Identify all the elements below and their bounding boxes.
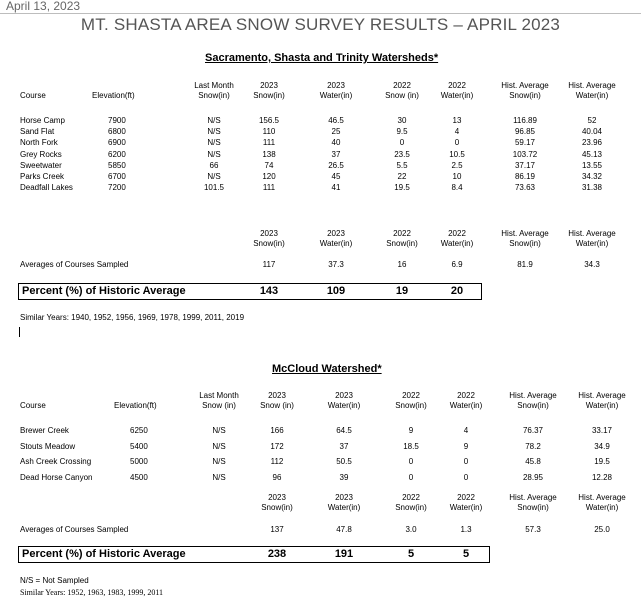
cell-snow-2022: 0	[408, 457, 414, 466]
cell-hist-avg-water: 23.96	[581, 138, 603, 148]
cell-water-2022: 0	[454, 138, 460, 148]
course-elevation: 6900	[108, 138, 126, 148]
cell-snow-2023: 120	[262, 172, 276, 181]
header-snow-2023-line1: 2023	[268, 391, 286, 400]
cell-snow-2023: 110	[262, 127, 276, 137]
cell-hist-avg-snow: 37.17	[514, 160, 536, 170]
course-elevation: 7200	[108, 183, 126, 193]
cell-snow-2023: 111	[262, 138, 276, 148]
cell-water-2022: 8.4	[451, 183, 463, 193]
cell-last-month-snow: N/S	[207, 149, 221, 159]
avg-hist-avg-water: 34.3	[584, 260, 600, 269]
section1-similar-years: Similar Years: 1940, 1952, 1956, 1969, 1978, 1999, 2011, 2019	[20, 313, 245, 322]
header-hist-avg-water-line2: Water(in)	[575, 91, 609, 100]
cell-water-2022: 13	[452, 116, 462, 125]
header-hist-avg-water-line1: Hist. Average	[578, 391, 626, 400]
avg-header-hist-avg-water-line2: Water(in)	[585, 503, 619, 512]
cell-hist-avg-water: 13.55	[581, 160, 603, 170]
cell-water-2022: 9	[463, 441, 469, 451]
cell-water-2022: 4	[454, 127, 460, 137]
cell-hist-avg-water: 31.38	[581, 183, 603, 193]
cell-hist-avg-water: 40.04	[581, 127, 603, 137]
cell-hist-avg-water: 52	[587, 116, 597, 125]
cell-hist-avg-water: 19.5	[594, 457, 610, 466]
avg-header-water-2022-line2: Water(in)	[440, 239, 474, 248]
course-name: Parks Creek	[20, 172, 65, 181]
header-water-2023-line1: 2023	[327, 81, 345, 90]
header-hist-avg-snow-line2: Snow(in)	[517, 401, 549, 410]
avg-header-snow-2023-line2: Snow(in)	[261, 503, 293, 512]
cell-snow-2023: 166	[270, 426, 284, 435]
cell-hist-avg-snow: 28.95	[522, 472, 544, 482]
cell-hist-avg-water: 12.28	[591, 472, 613, 482]
cell-water-2023: 39	[339, 472, 349, 482]
course-elevation: 7900	[108, 116, 126, 125]
header-hist-avg-snow-line2: Snow(in)	[509, 91, 541, 100]
cell-snow-2023: 172	[270, 441, 284, 451]
course-elevation: 6200	[108, 149, 126, 159]
cell-snow-2023: 138	[262, 149, 276, 159]
header-last-month-snow-line1: Last Month	[199, 391, 239, 400]
avg-header-snow-2023-line1: 2023	[260, 229, 278, 238]
header-hist-avg-water-line1: Hist. Average	[568, 81, 616, 90]
avg-header-snow-2022-line1: 2022	[402, 493, 420, 502]
avg-header-snow-2022-line2: Snow(in)	[395, 503, 427, 512]
cell-last-month-snow: N/S	[212, 457, 226, 466]
percent-snow-2022: 19	[395, 285, 409, 297]
avg-water-2023: 37.3	[328, 260, 344, 269]
avg-hist-avg-snow: 57.3	[525, 525, 541, 534]
cell-hist-avg-snow: 78.2	[525, 441, 541, 451]
avg-header-snow-2023-line2: Snow(in)	[253, 239, 285, 248]
cell-last-month-snow: N/S	[212, 426, 226, 435]
course-name: Brewer Creek	[20, 426, 69, 435]
cell-hist-avg-snow: 45.8	[525, 457, 541, 466]
cell-last-month-snow: N/S	[207, 172, 221, 181]
percent-water-2023: 191	[334, 548, 354, 560]
avg-snow-2022: 16	[397, 260, 407, 269]
avg-hist-avg-snow: 81.9	[517, 260, 533, 269]
cell-water-2022: 10	[452, 172, 462, 181]
header-last-month-snow-line2: Snow (in)	[202, 401, 236, 410]
cell-snow-2023: 74	[264, 160, 274, 170]
avg-header-snow-2023-line1: 2023	[268, 493, 286, 502]
header-water-2022-line2: Water(in)	[449, 401, 483, 410]
header-elevation: Elevation(ft)	[92, 91, 135, 100]
course-name: Horse Camp	[20, 116, 65, 125]
cell-hist-avg-water: 34.9	[594, 441, 610, 451]
course-name: North Fork	[20, 138, 58, 148]
header-snow-2022-line1: 2022	[393, 81, 411, 90]
header-last-month-snow-line1: Last Month	[194, 81, 234, 90]
averages-label: Averages of Courses Sampled	[20, 525, 129, 534]
course-name: Deadfall Lakes	[20, 183, 73, 193]
course-elevation: 5400	[130, 441, 148, 451]
course-name: Grey Rocks	[20, 149, 62, 159]
header-snow-2023-line1: 2023	[260, 81, 278, 90]
header-hist-avg-snow-line1: Hist. Average	[501, 81, 549, 90]
avg-header-snow-2022-line1: 2022	[393, 229, 411, 238]
page-title: MT. SHASTA AREA SNOW SURVEY RESULTS – APRIL 2023	[80, 15, 561, 34]
cell-last-month-snow: N/S	[207, 116, 221, 125]
header-water-2023-line1: 2023	[335, 391, 353, 400]
course-elevation: 5850	[108, 160, 126, 170]
avg-header-water-2022-line1: 2022	[448, 229, 466, 238]
cell-snow-2022: 30	[397, 116, 407, 125]
header-water-2023-line2: Water(in)	[327, 401, 361, 410]
cell-last-month-snow: N/S	[212, 472, 226, 482]
percent-snow-2023: 238	[267, 548, 287, 560]
cell-last-month-snow: N/S	[212, 441, 226, 451]
header-snow-2023-line2: Snow (in)	[260, 401, 294, 410]
ns-note: N/S = Not Sampled	[20, 576, 89, 585]
cell-snow-2023: 112	[270, 457, 284, 466]
header-divider	[0, 13, 641, 14]
cell-water-2022: 4	[463, 426, 469, 435]
cell-hist-avg-snow: 73.63	[514, 183, 536, 193]
percent-water-2022: 20	[450, 285, 464, 297]
cell-snow-2022: 0	[408, 472, 414, 482]
avg-header-hist-avg-snow-line2: Snow(in)	[509, 239, 541, 248]
cell-last-month-snow: N/S	[207, 127, 221, 137]
avg-header-water-2023-line2: Water(in)	[319, 239, 353, 248]
header-snow-2022-line2: Snow(in)	[395, 401, 427, 410]
cell-snow-2022: 22	[397, 172, 407, 181]
cell-hist-avg-water: 45.13	[581, 149, 603, 159]
cell-snow-2022: 9	[408, 426, 414, 435]
cell-hist-avg-snow: 96.85	[514, 127, 536, 137]
header-course: Course	[20, 401, 46, 410]
course-elevation: 6250	[130, 426, 148, 435]
cell-snow-2022: 18.5	[403, 441, 419, 451]
avg-header-hist-avg-snow-line2: Snow(in)	[517, 503, 549, 512]
avg-header-water-2022-line2: Water(in)	[449, 503, 483, 512]
header-course: Course	[20, 91, 46, 100]
cell-water-2022: 10.5	[449, 149, 465, 159]
avg-snow-2023: 137	[270, 525, 284, 534]
header-snow-2022-line2: Snow (in)	[385, 91, 419, 100]
cell-snow-2023: 111	[262, 183, 276, 193]
course-elevation: 6700	[108, 172, 126, 181]
avg-header-hist-avg-water-line1: Hist. Average	[578, 493, 626, 502]
header-water-2022-line2: Water(in)	[440, 91, 474, 100]
cell-hist-avg-snow: 86.19	[514, 172, 536, 181]
percent-of-historic-label: Percent (%) of Historic Average	[22, 548, 186, 560]
cell-hist-avg-snow: 103.72	[512, 149, 538, 159]
cell-water-2023: 64.5	[336, 426, 352, 435]
avg-snow-2022: 3.0	[405, 525, 417, 534]
avg-snow-2023: 117	[262, 260, 276, 269]
course-elevation: 5000	[130, 457, 148, 466]
cell-last-month-snow: N/S	[207, 138, 221, 148]
header-water-2022-line1: 2022	[457, 391, 475, 400]
avg-header-water-2022-line1: 2022	[457, 493, 475, 502]
course-name: Stouts Meadow	[20, 441, 76, 451]
percent-snow-2023: 143	[259, 285, 279, 297]
cell-snow-2022: 5.5	[396, 160, 408, 170]
cell-snow-2022: 0	[399, 138, 405, 148]
header-last-month-snow-line2: Snow(in)	[198, 91, 230, 100]
document-date: April 13, 2023	[6, 0, 81, 13]
cell-water-2023: 46.5	[328, 116, 344, 125]
cell-last-month-snow: 66	[209, 160, 219, 170]
course-name: Dead Horse Canyon	[20, 472, 93, 482]
cell-hist-avg-water: 33.17	[591, 426, 613, 435]
percent-snow-2022: 5	[407, 548, 415, 560]
cell-water-2022: 2.5	[451, 160, 463, 170]
avg-header-hist-avg-snow-line1: Hist. Average	[509, 493, 557, 502]
percent-of-historic-label: Percent (%) of Historic Average	[22, 285, 186, 297]
header-water-2022-line1: 2022	[448, 81, 466, 90]
avg-hist-avg-water: 25.0	[594, 525, 610, 534]
cell-snow-2022: 9.5	[396, 127, 408, 137]
avg-water-2022: 6.9	[451, 260, 463, 269]
text-cursor	[19, 327, 20, 337]
course-elevation: 4500	[130, 472, 148, 482]
cell-water-2023: 37	[331, 149, 341, 159]
percent-water-2022: 5	[462, 548, 470, 560]
cell-snow-2022: 23.5	[394, 149, 410, 159]
course-name: Sweetwater	[20, 160, 62, 170]
cell-snow-2023: 96	[272, 472, 282, 482]
cell-water-2022: 0	[463, 457, 469, 466]
header-snow-2023-line2: Snow(in)	[253, 91, 285, 100]
course-elevation: 6800	[108, 127, 126, 137]
header-hist-avg-snow-line1: Hist. Average	[509, 391, 557, 400]
avg-header-hist-avg-water-line1: Hist. Average	[568, 229, 616, 238]
percent-water-2023: 109	[326, 285, 346, 297]
cell-water-2023: 26.5	[328, 160, 344, 170]
cell-snow-2023: 156.5	[258, 116, 280, 125]
cell-hist-avg-snow: 116.89	[513, 116, 537, 125]
avg-header-hist-avg-snow-line1: Hist. Average	[501, 229, 549, 238]
cell-water-2022: 0	[463, 472, 469, 482]
cell-water-2023: 45	[331, 172, 341, 181]
section1-subtitle: Sacramento, Shasta and Trinity Watersheds*	[205, 52, 439, 64]
avg-header-snow-2022-line2: Snow(in)	[386, 239, 418, 248]
cell-hist-avg-snow: 59.17	[514, 138, 536, 148]
cell-water-2023: 50.5	[336, 457, 352, 466]
avg-header-water-2023-line2: Water(in)	[327, 503, 361, 512]
cell-water-2023: 40	[331, 138, 341, 148]
cell-water-2023: 41	[331, 183, 341, 193]
cell-snow-2022: 19.5	[394, 183, 410, 193]
avg-header-water-2023-line1: 2023	[327, 229, 345, 238]
avg-water-2022: 1.3	[460, 525, 472, 534]
course-name: Ash Creek Crossing	[20, 457, 92, 466]
averages-label: Averages of Courses Sampled	[20, 260, 129, 269]
cell-water-2023: 25	[331, 127, 341, 137]
section2-similar-years: Similar Years: 1952, 1963, 1983, 1999, 2011	[20, 588, 164, 597]
avg-header-water-2023-line1: 2023	[335, 493, 353, 502]
avg-water-2023: 47.8	[336, 525, 352, 534]
header-snow-2022-line1: 2022	[402, 391, 420, 400]
course-name: Sand Flat	[20, 127, 55, 137]
cell-hist-avg-snow: 76.37	[522, 426, 544, 435]
cell-last-month-snow: 101.5	[203, 183, 225, 193]
header-water-2023-line2: Water(in)	[319, 91, 353, 100]
header-hist-avg-water-line2: Water(in)	[585, 401, 619, 410]
cell-water-2023: 37	[339, 441, 349, 451]
avg-header-hist-avg-water-line2: Water(in)	[575, 239, 609, 248]
cell-hist-avg-water: 34.32	[581, 172, 603, 181]
section2-subtitle: McCloud Watershed*	[272, 363, 382, 375]
header-elevation: Elevation(ft)	[114, 401, 157, 410]
